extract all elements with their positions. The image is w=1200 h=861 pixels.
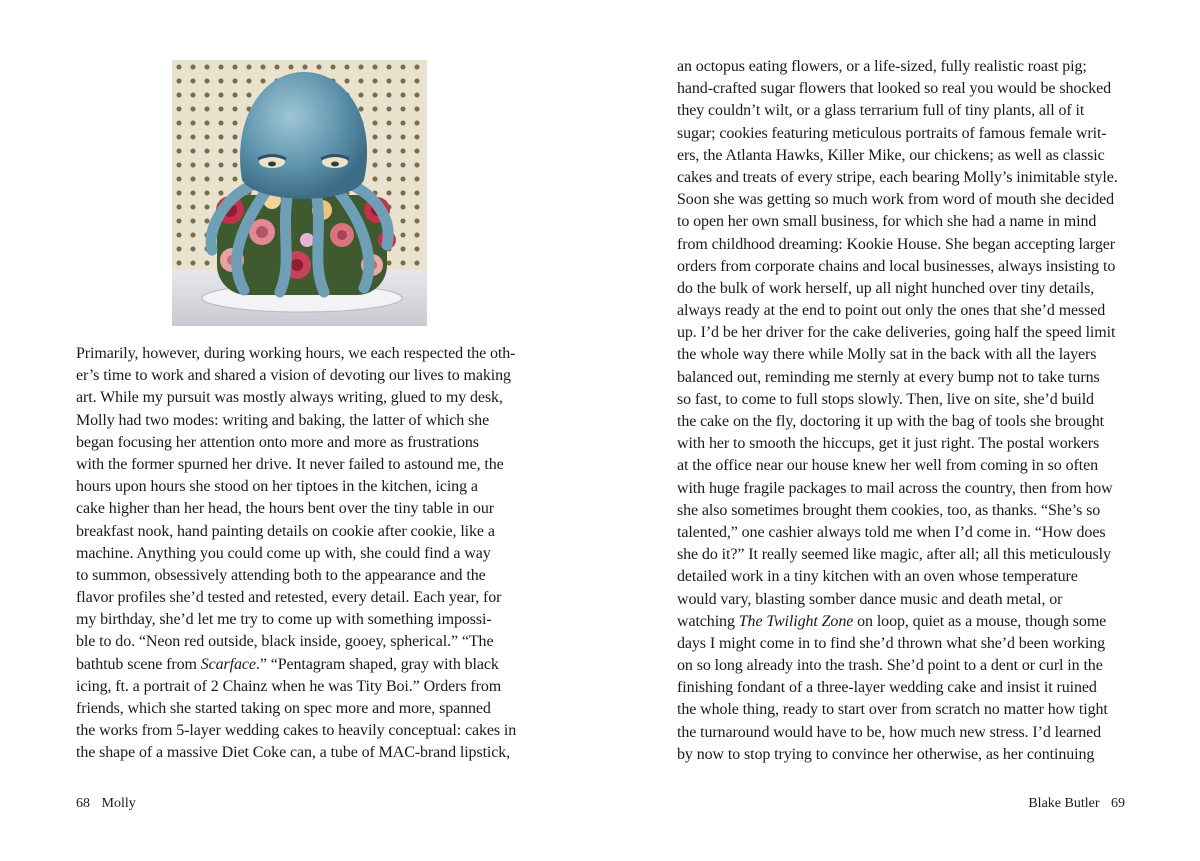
text-line: Molly had two modes: writing and baking, the latter of which she [76,411,490,429]
text-line: so fast, to come to full stops slowly. Then, live on site, she’d build [677,390,1094,408]
text-line: cakes and treats of every stripe, each bearing Molly’s inimitable style. [677,168,1118,186]
text-line: my birthday, she’d let me try to come up with something impossi- [76,611,492,629]
text-line: orders from corporate chains and local businesses, always insisting to [677,257,1116,275]
text-line: an octopus eating flowers, or a life-sized, fully realistic roast pig; [677,58,1087,75]
text-line: with the former spurned her drive. It never failed to astound me, the [76,455,504,473]
text-line: icing, ft. a portrait of 2 Chainz when he was Tity Boi.” Orders from [76,677,502,695]
right-page-footer [1028,796,1125,812]
text-line: hours upon hours she stood on her tiptoes in the kitchen, icing a [76,478,478,496]
text-line: friends, which she started taking on spec more and more, spanned [76,700,491,717]
text-line: ble to do. “Neon red outside, black inside, gooey, spherical.” “The [76,633,494,651]
text-line: finishing fondant of a three-layer wedding cake and insist it ruined [677,679,1097,697]
text-line: hand-crafted sugar flowers that looked so real you would be shocked [677,80,1112,98]
text-line: to summon, obsessively attending both to the appearance and the [76,566,486,584]
page-number: 69 [1111,796,1125,811]
text-run: bathtub scene from [76,655,201,673]
italic-title-scarface: Scarface [200,655,256,673]
text-line: she also sometimes brought them cookies, too, as thanks. “She’s so [677,501,1101,519]
text-line: at the office near our house knew her well from coming in so often [677,457,1098,475]
text-line: the shape of a massive Diet Coke can, a tube of MAC-brand lipstick, [76,744,511,762]
right-page-body [677,56,1118,766]
text-line: the whole way there while Molly sat in the back with all the layers [677,346,1097,364]
page-number: 68 [76,796,90,811]
text-line: the works from 5-layer wedding cakes to heavily conceptual: cakes in [76,722,517,740]
text-line: began focusing her attention onto more and more as frustrations [76,433,479,451]
text-line: from childhood dreaming: Kookie House. She began accepting larger [677,235,1115,253]
running-head: Molly [101,796,136,811]
text-line: the turnaround would have to be, how much new stress. I’d learned [677,723,1102,741]
text-line [677,611,1118,633]
text-line: by now to stop trying to convince her otherwise, as her continuing [677,745,1095,763]
text-line: ers, the Atlanta Hawks, Killer Mike, our chickens; as well as classic [677,146,1105,164]
text-line: flavor profiles she’d tested and retested, every detail. Each year, for [76,589,502,607]
left-page-footer [76,796,136,812]
text-line: the whole thing, ready to start over from scratch no matter how tight [677,701,1108,719]
text-line: talented,” one cashier always told me when I’d come in. “How does [677,523,1106,541]
text-run: watching [677,612,739,630]
left-page-body [76,343,516,765]
text-line: with her to smooth the hiccups, get it just right. The postal workers [677,435,1100,453]
text-line: would vary, blasting somber dance music and death metal, or [677,590,1063,608]
text-line: always ready at the end to point out only the ones that she’d messed [677,302,1106,320]
text-line: art. While my pursuit was mostly always writing, glued to my desk, [76,389,503,407]
right-page [600,0,1200,861]
text-line: breakfast nook, hand painting details on cookie after cookie, like a [76,522,495,540]
text-line: er’s time to work and shared a vision of devoting our lives to making [76,367,511,385]
text-line: she do it?” It really seemed like magic, after all; all this meticulously [677,546,1111,564]
text-run: on loop, quiet as a mouse, though some [853,612,1107,630]
text-line: Soon she was getting so much work from word of mouth she decided [677,191,1115,209]
text-line: do the bulk of work herself, up all night hunched over tiny details, [677,279,1095,297]
text-line: on so long already into the trash. She’d point to a dent or curl in the [677,657,1103,675]
text-run: .” “Pentagram shaped, gray with black [255,655,499,673]
text-line: detailed work in a tiny kitchen with an oven whose temperature [677,568,1078,586]
text-line: the cake on the fly, doctoring it up with the bag of tools she brought [677,413,1104,430]
running-head: Blake Butler [1028,796,1100,811]
text-line: Primarily, however, during working hours, we each respected the oth- [76,345,516,362]
text-line: days I might come in to find she’d thrown what she’d been working [677,634,1106,652]
text-line: sugar; cookies featuring meticulous portraits of famous female writ- [677,124,1107,142]
text-line: balanced out, reminding me sternly at every bump not to take turns [677,368,1100,386]
text-line: with huge fragile packages to mail across the country, then from how [677,479,1113,497]
text-line: up. I’d be her driver for the cake deliveries, going half the speed limit [677,324,1116,342]
text-line: machine. Anything you could come up with, she could find a way [76,544,491,562]
text-line [76,654,516,676]
text-line: they couldn’t wilt, or a glass terrarium full of tiny plants, all of it [677,102,1085,120]
octopus-cake-photo [172,60,427,326]
text-line: cake higher than her head, the hours bent over the tiny table in our [76,500,494,518]
italic-title-twilight-zone: The Twilight Zone [738,612,854,630]
text-line: to open her own small business, for which she had a name in mind [677,213,1097,231]
